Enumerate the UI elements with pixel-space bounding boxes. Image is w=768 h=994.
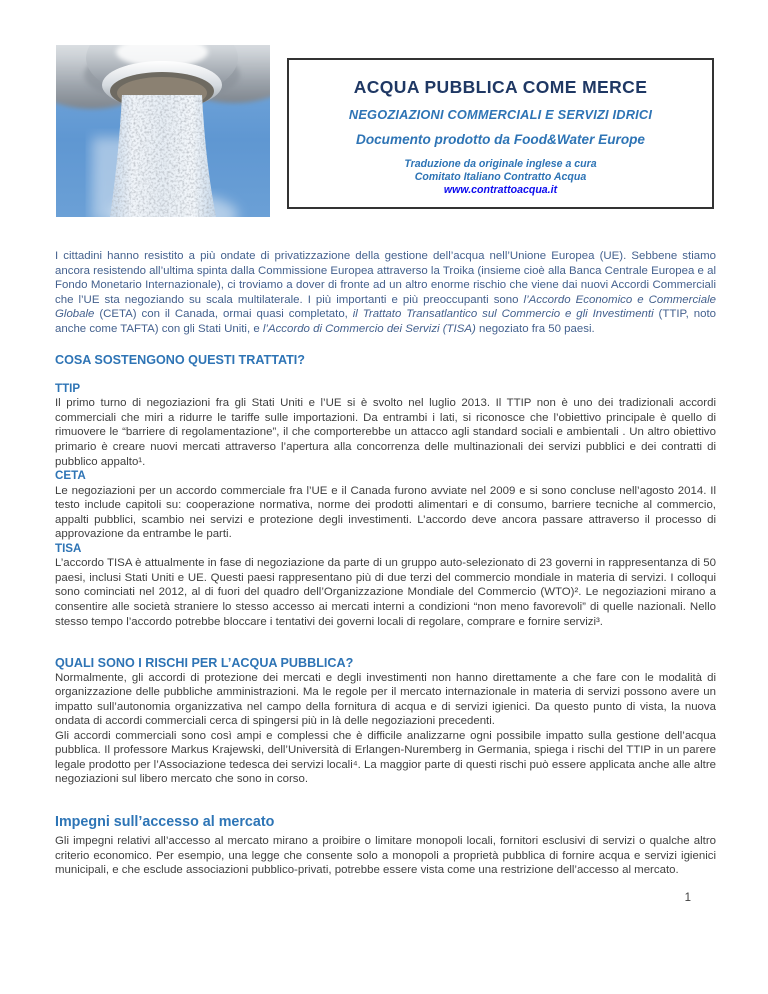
section-heading-market-access: Impegni sull’accesso al mercato	[55, 813, 275, 830]
intro-segment: (CETA) con il Canada, ormai quasi completato,	[94, 308, 353, 321]
faucet-photo	[56, 45, 270, 217]
market-access-paragraph: Gli impegni relativi all’accesso al mercato mirano a proibire o limitare monopoli locali, fornitori esclusivi di servizi o qualche altro criterio economico. Per esempio, una legge che consente solo a monopoli a proprietà pubblica di fornire acqua e servizi igienici municipali, e che esclude associazioni pubblico-privati, potrebbe essere vista come una restrizione dell’accesso al mercato.	[55, 834, 716, 877]
section-heading-treaties: COSA SOSTENGONO QUESTI TRATTATI?	[55, 353, 306, 368]
document-title: ACQUA PUBBLICA COME MERCE	[353, 77, 648, 97]
intro-segment: negoziato fra 50 paesi.	[475, 322, 595, 335]
translation-line-2: Comitato Italiano Contratto Acqua	[414, 171, 587, 183]
risks-paragraph-2: Gli accordi commerciali sono così ampi e complessi che è difficile analizzarne ogni possibile impatto sulla gestione dell’acqua pubblica. Il professore Markus Krajewski, dell’Università di Erlangen-Nuremberg in Germania, spiega i rischi del TTIP in un parere legale prodotto per l’Associazione tedesca dei servizi locali⁴. La maggior parte di questi rischi può essere applicata anche alle altre negoziazioni sul libero mercato che sono in corso.	[55, 729, 716, 786]
tisa-paragraph: L’accordo TISA è attualmente in fase di negoziazione da parte di un gruppo auto-selezionato di 23 governi in rappresentanza di 50 paesi, inclusi Stati Uniti e UE. Questi paesi rappresentano più di due terzi del commercio mondiale in materia di servizi. I colloqui sono cominciati nel 2012, al di fuori del quadro dell’Organizzazione Mondiale del Commercio (WTO)². Le negoziazioni mirano a consentire alle società straniere lo stesso accesso ai mercati interni a condizioni “non meno favorevoli” di quelle nazionali. Nello stesso tempo l’accordo potrebbe bloccare i tentativi dei governi locali di regolare, comprare e fornire servizi³.	[55, 557, 716, 628]
document-body	[55, 249, 716, 904]
title-box	[287, 58, 714, 209]
section-heading-risks: QUALI SONO I RISCHI PER L’ACQUA PUBBLICA?	[55, 656, 354, 671]
intro-segment-italic: il Trattato Transatlantico sul Commercio e gli Investimenti	[352, 308, 654, 321]
translation-line-1: Traduzione da originale inglese a cura	[404, 158, 597, 170]
intro-segment-italic: l’Accordo di Commercio dei Servizi (TISA)	[262, 322, 476, 335]
ceta-paragraph: Le negoziazioni per un accordo commerciale fra l’UE e il Canada furono avviate nel 2009 e si sono concluse nell’agosto 2014. Il testo include capitoli su: cooperazione normativa, norme dei prodotti alimentari e di consumo, barriere tecniche al commercio, appalti pubblici, scambio nei servizi e protezione degli investimenti. L’accordo deve ancora passare attraverso il processo di approvazione da entrambe le parti.	[55, 484, 716, 541]
intro-segment: I cittadini hanno resistito a più ondate di privatizzazione della gestione dell’acqua nell’Unione Europea (UE). Sebbene stiamo ancora resistendo all’ultima spinta dalla Commissione Europea attraverso la Troika (insieme cioè alla Banca Centrale Europea e al Fondo Monetario Internazionale), ci troviamo a dover di fronte ad un altro enorme rischio che viene dai nuovi Accordi Commerciali che l’UE sta negoziando su scala multilaterale. I più importanti e più preoccupanti sono	[55, 250, 716, 306]
subsection-label-ceta: CETA	[55, 469, 86, 483]
intro-segment-italic: l’Accordo Economico e Commerciale Globale	[55, 293, 716, 321]
intro-segment: (TTIP, noto anche come TAFTA) con gli Stati Uniti, e	[55, 308, 716, 335]
intro-paragraph	[55, 249, 716, 336]
risks-paragraph-1: Normalmente, gli accordi di protezione dei mercati e degli investimenti non hanno direttamente a che fare con le modalità di organizzazione delle pubbliche amministrazioni. Ma le regole per il mercato internazionale in materia di servizi possono avere un impatto sull’autonomia organizzativa nel campo della fornitura di acqua e di servizi igienici. Da questo punto di vista, la nuova ondata di accordi commerciali cerca di spingersi più in là delle negoziazioni precedenti.	[55, 671, 716, 728]
page-number: 1	[684, 891, 691, 904]
produced-by-line: Documento prodotto da Food&Water Europe	[356, 132, 645, 147]
document-subtitle: NEGOZIAZIONI COMMERCIALI E SERVIZI IDRICI	[348, 107, 653, 122]
water-tap-image	[56, 45, 270, 217]
translation-credit	[289, 158, 712, 197]
ttip-paragraph: Il primo turno di negoziazioni fra gli Stati Uniti e l’UE si è svolto nel luglio 2013. Il TTIP non è uno dei tradizionali accordi commerciali che miri a ridurre le tariffe sulle importazioni. Da entrambi i lati, si riconosce che l’obiettivo principale è quello di rimuovere le “barriere di regolamentazione”, il che comporterebbe un attacco agli standard sociali e ambientali . Un altro obiettivo primario è creare nuovi mercati attraverso l’apertura alla concorrenza delle multinazionali dei servizi pubblici e dei contratti di pubblico appalto¹.	[55, 397, 716, 468]
subsection-label-tisa: TISA	[55, 541, 82, 555]
subsection-label-ttip: TTIP	[55, 381, 81, 395]
website-link[interactable]: www.contrattoacqua.it	[443, 184, 558, 196]
